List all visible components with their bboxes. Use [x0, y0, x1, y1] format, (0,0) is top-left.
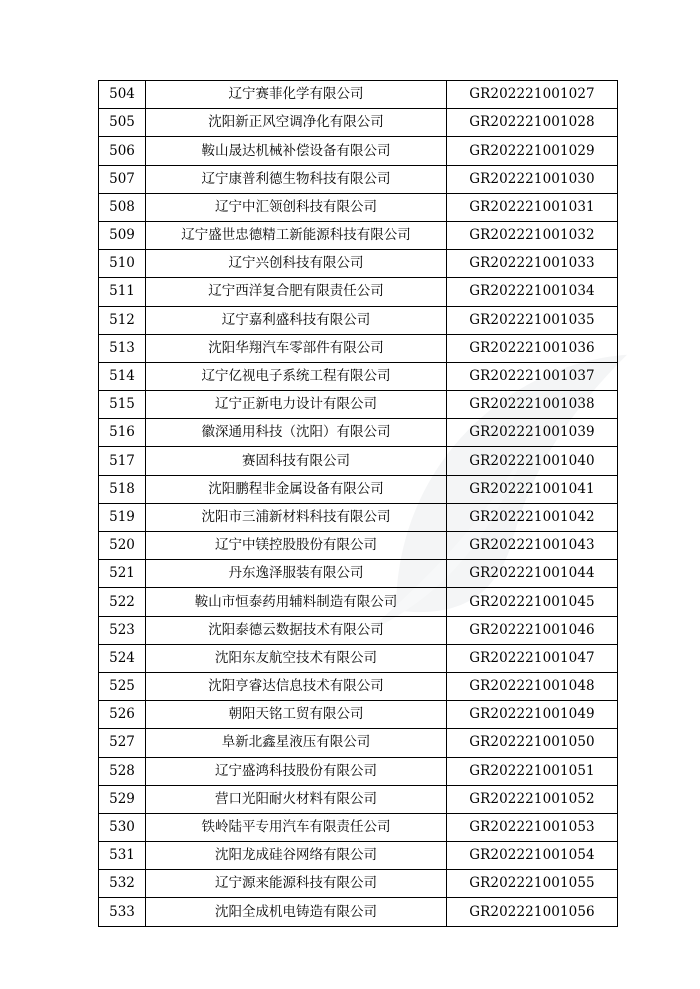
row-company-name: 朝阳天铭工贸有限公司 [146, 701, 447, 729]
table-row [99, 419, 618, 447]
row-company-name: 沈阳市三浦新材料科技有限公司 [146, 503, 447, 531]
row-index: 527 [99, 729, 146, 757]
row-index: 511 [99, 278, 146, 306]
table-row [99, 672, 618, 700]
row-index: 513 [99, 334, 146, 362]
row-index: 533 [99, 898, 146, 926]
table-row [99, 785, 618, 813]
row-company-name: 沈阳鹏程非金属设备有限公司 [146, 475, 447, 503]
row-company-name: 辽宁中汇领创科技有限公司 [146, 193, 447, 221]
row-index: 521 [99, 560, 146, 588]
row-index: 508 [99, 193, 146, 221]
row-company-name: 辽宁盛世忠德精工新能源科技有限公司 [146, 221, 447, 249]
table-row [99, 306, 618, 334]
table-row [99, 757, 618, 785]
row-index: 523 [99, 616, 146, 644]
row-company-name: 鞍山晟达机械补偿设备有限公司 [146, 137, 447, 165]
table-row [99, 475, 618, 503]
row-certificate-code: GR202221001038 [447, 391, 618, 419]
row-company-name: 赛固科技有限公司 [146, 447, 447, 475]
row-company-name: 沈阳新正风空调净化有限公司 [146, 109, 447, 137]
row-certificate-code: GR202221001049 [447, 701, 618, 729]
row-index: 525 [99, 672, 146, 700]
row-company-name: 沈阳华翔汽车零部件有限公司 [146, 334, 447, 362]
table-row [99, 842, 618, 870]
row-certificate-code: GR202221001033 [447, 250, 618, 278]
table-row [99, 362, 618, 390]
row-certificate-code: GR202221001028 [447, 109, 618, 137]
row-company-name: 丹东逸泽服装有限公司 [146, 560, 447, 588]
table-row [99, 701, 618, 729]
row-certificate-code: GR202221001030 [447, 165, 618, 193]
row-company-name: 辽宁中镁控股股份有限公司 [146, 532, 447, 560]
row-index: 516 [99, 419, 146, 447]
table-row [99, 334, 618, 362]
row-index: 506 [99, 137, 146, 165]
row-index: 530 [99, 813, 146, 841]
row-index: 526 [99, 701, 146, 729]
row-company-name: 辽宁源来能源科技有限公司 [146, 870, 447, 898]
row-index: 509 [99, 221, 146, 249]
row-certificate-code: GR202221001048 [447, 672, 618, 700]
row-company-name: 辽宁亿视电子系统工程有限公司 [146, 362, 447, 390]
row-index: 518 [99, 475, 146, 503]
table-row [99, 503, 618, 531]
table-row [99, 532, 618, 560]
row-certificate-code: GR202221001052 [447, 785, 618, 813]
table-row [99, 729, 618, 757]
row-company-name: 辽宁西洋复合肥有限责任公司 [146, 278, 447, 306]
row-company-name: 沈阳泰德云数据技术有限公司 [146, 616, 447, 644]
row-index: 507 [99, 165, 146, 193]
table-row [99, 813, 618, 841]
row-certificate-code: GR202221001056 [447, 898, 618, 926]
row-index: 532 [99, 870, 146, 898]
row-certificate-code: GR202221001035 [447, 306, 618, 334]
row-certificate-code: GR202221001032 [447, 221, 618, 249]
certificate-list-table [98, 80, 618, 927]
row-certificate-code: GR202221001034 [447, 278, 618, 306]
row-index: 504 [99, 81, 146, 109]
table-row [99, 193, 618, 221]
row-index: 520 [99, 532, 146, 560]
row-index: 528 [99, 757, 146, 785]
row-company-name: 徽深通用科技（沈阳）有限公司 [146, 419, 447, 447]
row-certificate-code: GR202221001046 [447, 616, 618, 644]
row-company-name: 辽宁嘉利盛科技有限公司 [146, 306, 447, 334]
row-company-name: 沈阳亨睿达信息技术有限公司 [146, 672, 447, 700]
row-certificate-code: GR202221001043 [447, 532, 618, 560]
row-certificate-code: GR202221001041 [447, 475, 618, 503]
table-row [99, 278, 618, 306]
row-certificate-code: GR202221001037 [447, 362, 618, 390]
table-row [99, 616, 618, 644]
row-company-name: 辽宁兴创科技有限公司 [146, 250, 447, 278]
row-certificate-code: GR202221001029 [447, 137, 618, 165]
row-company-name: 鞍山市恒泰药用辅料制造有限公司 [146, 588, 447, 616]
row-company-name: 阜新北鑫星液压有限公司 [146, 729, 447, 757]
table-row [99, 588, 618, 616]
table-row [99, 221, 618, 249]
row-index: 515 [99, 391, 146, 419]
table-row [99, 81, 618, 109]
row-certificate-code: GR202221001054 [447, 842, 618, 870]
row-index: 519 [99, 503, 146, 531]
row-certificate-code: GR202221001039 [447, 419, 618, 447]
table-row [99, 447, 618, 475]
row-company-name: 沈阳龙成硅谷网络有限公司 [146, 842, 447, 870]
row-certificate-code: GR202221001044 [447, 560, 618, 588]
table-row [99, 250, 618, 278]
table-row [99, 870, 618, 898]
row-certificate-code: GR202221001042 [447, 503, 618, 531]
row-index: 517 [99, 447, 146, 475]
row-index: 531 [99, 842, 146, 870]
row-certificate-code: GR202221001053 [447, 813, 618, 841]
row-certificate-code: GR202221001047 [447, 644, 618, 672]
row-certificate-code: GR202221001040 [447, 447, 618, 475]
row-index: 505 [99, 109, 146, 137]
row-index: 522 [99, 588, 146, 616]
row-company-name: 辽宁赛菲化学有限公司 [146, 81, 447, 109]
table-row [99, 644, 618, 672]
row-index: 529 [99, 785, 146, 813]
row-certificate-code: GR202221001027 [447, 81, 618, 109]
row-certificate-code: GR202221001055 [447, 870, 618, 898]
row-index: 510 [99, 250, 146, 278]
row-company-name: 辽宁康普利德生物科技有限公司 [146, 165, 447, 193]
table-row [99, 165, 618, 193]
table-row [99, 391, 618, 419]
row-certificate-code: GR202221001031 [447, 193, 618, 221]
row-company-name: 沈阳全成机电铸造有限公司 [146, 898, 447, 926]
row-certificate-code: GR202221001051 [447, 757, 618, 785]
row-index: 524 [99, 644, 146, 672]
row-index: 512 [99, 306, 146, 334]
row-company-name: 辽宁正新电力设计有限公司 [146, 391, 447, 419]
table-body [99, 81, 618, 927]
row-certificate-code: GR202221001050 [447, 729, 618, 757]
row-company-name: 辽宁盛鸿科技股份有限公司 [146, 757, 447, 785]
table-row [99, 898, 618, 926]
row-index: 514 [99, 362, 146, 390]
row-certificate-code: GR202221001045 [447, 588, 618, 616]
row-company-name: 沈阳东友航空技术有限公司 [146, 644, 447, 672]
table-row [99, 137, 618, 165]
table-row [99, 109, 618, 137]
table-row [99, 560, 618, 588]
row-company-name: 营口光阳耐火材料有限公司 [146, 785, 447, 813]
row-certificate-code: GR202221001036 [447, 334, 618, 362]
row-company-name: 铁岭陆平专用汽车有限责任公司 [146, 813, 447, 841]
